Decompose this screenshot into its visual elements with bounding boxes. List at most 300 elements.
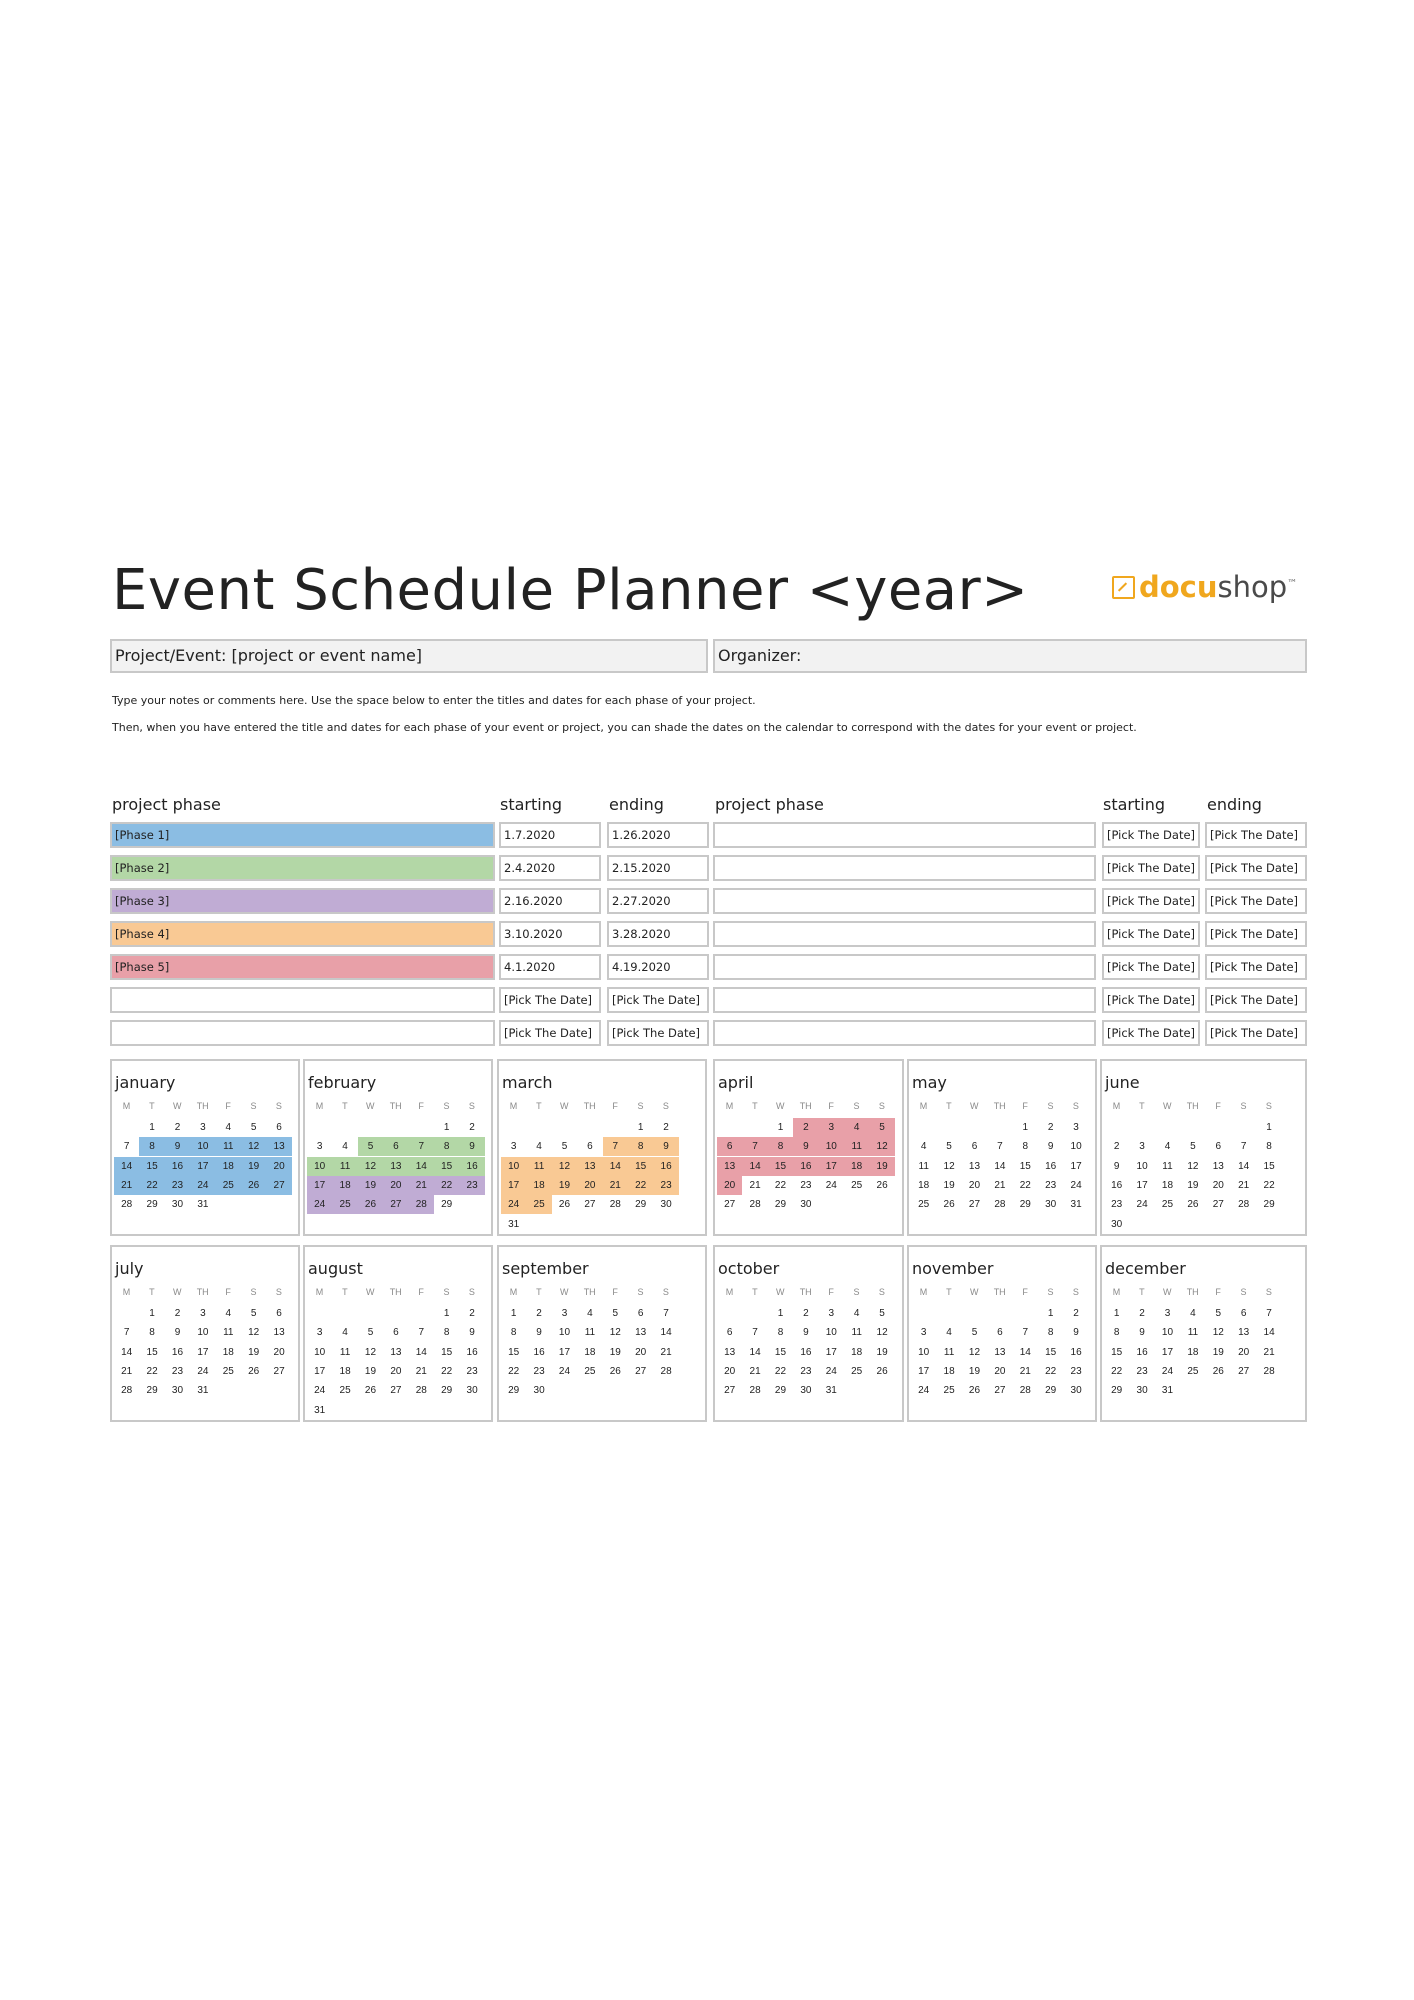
end-date-input[interactable]: [Pick The Date] [1205,1020,1307,1046]
calendar-day[interactable]: 26 [364,1385,377,1397]
calendar-day[interactable]: 10 [825,1327,837,1339]
calendar-day[interactable]: 21 [1019,1365,1031,1377]
calendar-day[interactable]: 18 [584,1346,596,1358]
calendar-day[interactable]: 15 [774,1346,787,1358]
calendar-day[interactable]: 13 [390,1346,402,1358]
calendar-day[interactable]: 6 [726,1327,733,1339]
calendar-day[interactable]: 10 [1070,1141,1082,1153]
calendar-day[interactable]: 17 [314,1365,326,1377]
calendar-day[interactable]: 15 [768,1157,793,1176]
calendar-day[interactable]: 8 [443,1327,450,1339]
start-date-input[interactable]: [Pick The Date] [499,1020,601,1046]
calendar-day[interactable]: 23 [171,1365,184,1377]
calendar-day[interactable]: 25 [851,1179,863,1191]
calendar-day[interactable]: 2 [174,1122,181,1133]
calendar-day[interactable]: 19 [241,1157,266,1176]
calendar-day[interactable]: 9 [1047,1141,1054,1153]
calendar-day[interactable]: 20 [1212,1179,1224,1191]
calendar-day[interactable]: 28 [121,1199,133,1211]
calendar-day[interactable]: 6 [1215,1141,1222,1153]
calendar-day[interactable]: 25 [526,1195,551,1214]
calendar-day[interactable]: 22 [508,1365,520,1377]
calendar-day[interactable]: 20 [383,1176,408,1195]
phase-name-input[interactable]: [Phase 5] [110,954,495,980]
calendar-day[interactable]: 1 [443,1308,450,1319]
calendar-day[interactable]: 15 [628,1157,653,1176]
calendar-day[interactable]: 27 [968,1199,981,1211]
calendar-day[interactable]: 6 [637,1308,644,1319]
calendar-day[interactable]: 27 [383,1195,408,1214]
calendar-day[interactable]: 30 [1136,1385,1148,1397]
calendar-day[interactable]: 11 [584,1327,596,1339]
calendar-day[interactable]: 28 [121,1385,133,1397]
calendar-day[interactable]: 12 [364,1346,377,1358]
calendar-day[interactable]: 12 [241,1137,266,1156]
calendar-day[interactable]: 5 [358,1137,383,1156]
calendar-day[interactable]: 14 [660,1327,672,1339]
calendar-day[interactable]: 10 [918,1346,930,1358]
calendar-day[interactable]: 4 [342,1141,348,1153]
calendar-day[interactable]: 22 [434,1176,459,1195]
start-date-input[interactable]: 3.10.2020 [499,921,601,947]
calendar-day[interactable]: 27 [635,1365,647,1377]
calendar-day[interactable]: 21 [749,1365,761,1377]
calendar-day[interactable]: 9 [536,1327,542,1339]
calendar-day[interactable]: 1 [149,1122,155,1133]
calendar-day[interactable]: 1 [443,1122,450,1133]
calendar-day[interactable]: 9 [1073,1327,1079,1339]
calendar-day[interactable]: 8 [1047,1327,1054,1339]
phase-name-input[interactable] [713,1020,1096,1046]
calendar-day[interactable]: 24 [190,1176,215,1195]
calendar-day[interactable]: 13 [1212,1160,1224,1172]
calendar-day[interactable]: 20 [717,1176,742,1195]
calendar-day[interactable]: 12 [876,1327,888,1339]
calendar-day[interactable]: 16 [1070,1346,1082,1358]
calendar-day[interactable]: 17 [819,1157,844,1176]
calendar-day[interactable]: 20 [390,1365,402,1377]
calendar-day[interactable]: 22 [139,1176,164,1195]
calendar-day[interactable]: 6 [717,1137,742,1156]
calendar-day[interactable]: 26 [241,1176,266,1195]
calendar-day[interactable]: 2 [469,1308,475,1319]
calendar-day[interactable]: 19 [943,1179,955,1191]
calendar-day[interactable]: 25 [1161,1199,1174,1211]
calendar-day[interactable]: 23 [459,1176,484,1195]
calendar-day[interactable]: 19 [552,1176,577,1195]
calendar-day[interactable]: 27 [266,1176,291,1195]
calendar-day[interactable]: 17 [307,1176,332,1195]
calendar-day[interactable]: 17 [1136,1179,1148,1191]
calendar-day[interactable]: 22 [774,1365,787,1377]
end-date-input[interactable]: [Pick The Date] [1205,822,1307,848]
calendar-day[interactable]: 21 [415,1365,427,1377]
calendar-day[interactable]: 6 [587,1141,593,1153]
calendar-day[interactable]: 25 [216,1176,241,1195]
calendar-day[interactable]: 16 [1136,1346,1148,1358]
calendar-day[interactable]: 22 [1111,1365,1123,1377]
calendar-day[interactable]: 27 [724,1199,736,1211]
start-date-input[interactable]: 2.16.2020 [499,888,601,914]
phase-name-input[interactable] [110,987,495,1013]
calendar-day[interactable]: 15 [1045,1346,1057,1358]
project-event-field[interactable]: Project/Event: [project or event name] [110,639,708,673]
end-date-input[interactable]: [Pick The Date] [1205,855,1307,881]
end-date-input[interactable]: 1.26.2020 [607,822,709,848]
calendar-day[interactable]: 19 [1187,1179,1199,1191]
calendar-day[interactable]: 16 [1045,1160,1057,1172]
calendar-day[interactable]: 23 [1136,1365,1148,1377]
organizer-field[interactable]: Organizer: [713,639,1307,673]
calendar-day[interactable]: 31 [314,1404,326,1416]
calendar-day[interactable]: 14 [1019,1346,1031,1358]
calendar-day[interactable]: 5 [367,1327,374,1339]
calendar-day[interactable]: 17 [1161,1346,1174,1358]
calendar-day[interactable]: 10 [197,1327,209,1339]
calendar-day[interactable]: 3 [316,1141,323,1153]
end-date-input[interactable]: [Pick The Date] [1205,921,1307,947]
calendar-day[interactable]: 7 [742,1137,767,1156]
phase-name-input[interactable] [713,954,1096,980]
calendar-day[interactable]: 11 [223,1327,234,1339]
start-date-input[interactable]: [Pick The Date] [499,987,601,1013]
calendar-day[interactable]: 26 [1212,1365,1224,1377]
calendar-day[interactable]: 25 [943,1385,955,1397]
calendar-day[interactable]: 28 [660,1365,672,1377]
calendar-day[interactable]: 3 [561,1308,568,1319]
calendar-day[interactable]: 21 [660,1346,672,1358]
calendar-day[interactable]: 26 [558,1199,571,1211]
calendar-day[interactable]: 3 [200,1122,206,1133]
calendar-day[interactable]: 12 [869,1137,894,1156]
start-date-input[interactable]: [Pick The Date] [1102,954,1200,980]
calendar-day[interactable]: 24 [918,1385,930,1397]
end-date-input[interactable]: 2.15.2020 [607,855,709,881]
calendar-day[interactable]: 25 [851,1365,863,1377]
calendar-day[interactable]: 4 [844,1118,869,1137]
start-date-input[interactable]: [Pick The Date] [1102,987,1200,1013]
calendar-day[interactable]: 2 [536,1308,542,1319]
calendar-day[interactable]: 27 [724,1385,736,1397]
calendar-day[interactable]: 2 [1073,1308,1079,1319]
calendar-day[interactable]: 15 [146,1346,158,1358]
calendar-day[interactable]: 14 [749,1346,761,1358]
calendar-day[interactable]: 26 [609,1365,621,1377]
calendar-day[interactable]: 3 [819,1118,844,1137]
calendar-day[interactable]: 19 [1212,1346,1224,1358]
calendar-day[interactable]: 8 [1113,1327,1120,1339]
calendar-day[interactable]: 2 [1047,1122,1054,1133]
calendar-day[interactable]: 7 [752,1327,758,1339]
calendar-day[interactable]: 29 [146,1199,158,1211]
calendar-day[interactable]: 10 [190,1137,215,1156]
calendar-day[interactable]: 3 [200,1308,206,1319]
calendar-day[interactable]: 10 [314,1346,326,1358]
calendar-day[interactable]: 20 [994,1365,1006,1377]
calendar-day[interactable]: 19 [968,1365,981,1377]
calendar-day[interactable]: 8 [777,1327,784,1339]
calendar-day[interactable]: 13 [968,1160,981,1172]
calendar-day[interactable]: 12 [358,1157,383,1176]
calendar-day[interactable]: 18 [339,1365,351,1377]
calendar-day[interactable]: 23 [1045,1179,1057,1191]
calendar-day[interactable]: 8 [139,1137,164,1156]
calendar-day[interactable]: 31 [197,1385,209,1397]
calendar-day[interactable]: 19 [869,1157,894,1176]
calendar-day[interactable]: 9 [1139,1327,1145,1339]
calendar-day[interactable]: 26 [876,1365,888,1377]
calendar-day[interactable]: 24 [825,1365,837,1377]
calendar-day[interactable]: 5 [869,1118,894,1137]
calendar-day[interactable]: 29 [1019,1199,1031,1211]
calendar-day[interactable]: 7 [409,1137,434,1156]
calendar-day[interactable]: 6 [276,1308,282,1319]
calendar-day[interactable]: 16 [466,1346,478,1358]
calendar-day[interactable]: 3 [510,1141,517,1153]
calendar-day[interactable]: 29 [1111,1385,1123,1397]
calendar-day[interactable]: 24 [1070,1179,1082,1191]
calendar-day[interactable]: 24 [825,1179,837,1191]
calendar-day[interactable]: 18 [844,1157,869,1176]
calendar-day[interactable]: 13 [994,1346,1006,1358]
calendar-day[interactable]: 14 [114,1157,139,1176]
calendar-day[interactable]: 14 [409,1157,434,1176]
calendar-day[interactable]: 14 [415,1346,427,1358]
calendar-day[interactable]: 29 [774,1199,787,1211]
calendar-day[interactable]: 7 [997,1141,1003,1153]
calendar-day[interactable]: 23 [533,1365,545,1377]
calendar-day[interactable]: 21 [994,1179,1006,1191]
calendar-day[interactable]: 5 [612,1308,619,1319]
calendar-day[interactable]: 14 [1238,1160,1250,1172]
calendar-day[interactable]: 18 [851,1346,863,1358]
calendar-day[interactable]: 5 [250,1122,257,1133]
phase-name-input[interactable] [713,888,1096,914]
calendar-day[interactable]: 29 [1263,1199,1275,1211]
calendar-day[interactable]: 24 [558,1365,571,1377]
calendar-day[interactable]: 2 [803,1308,809,1319]
calendar-day[interactable]: 4 [342,1327,348,1339]
calendar-day[interactable]: 24 [501,1195,526,1214]
calendar-day[interactable]: 16 [653,1157,678,1176]
calendar-day[interactable]: 11 [943,1346,955,1358]
calendar-day[interactable]: 20 [635,1346,647,1358]
calendar-day[interactable]: 11 [526,1157,551,1176]
calendar-day[interactable]: 19 [248,1346,260,1358]
calendar-day[interactable]: 18 [943,1365,955,1377]
calendar-day[interactable]: 10 [1161,1327,1174,1339]
calendar-day[interactable]: 3 [828,1308,835,1319]
calendar-day[interactable]: 13 [383,1157,408,1176]
calendar-day[interactable]: 9 [653,1137,678,1156]
calendar-day[interactable]: 26 [358,1195,383,1214]
calendar-day[interactable]: 13 [266,1137,291,1156]
calendar-day[interactable]: 3 [1139,1141,1145,1153]
calendar-day[interactable]: 27 [994,1385,1006,1397]
calendar-day[interactable]: 30 [1045,1199,1057,1211]
calendar-day[interactable]: 20 [1238,1346,1250,1358]
calendar-day[interactable]: 18 [1187,1346,1199,1358]
calendar-day[interactable]: 19 [358,1176,383,1195]
calendar-day[interactable]: 20 [968,1179,981,1191]
phase-name-input[interactable] [713,987,1096,1013]
calendar-day[interactable]: 30 [466,1385,478,1397]
calendar-day[interactable]: 12 [609,1327,621,1339]
calendar-day[interactable]: 6 [393,1327,399,1339]
calendar-day[interactable]: 11 [1162,1160,1173,1172]
calendar-day[interactable]: 24 [197,1365,209,1377]
calendar-day[interactable]: 25 [584,1365,596,1377]
calendar-day[interactable]: 23 [1070,1365,1082,1377]
calendar-day[interactable]: 4 [1164,1141,1171,1153]
calendar-day[interactable]: 17 [918,1365,930,1377]
calendar-day[interactable]: 6 [276,1122,282,1133]
calendar-day[interactable]: 13 [577,1157,602,1176]
calendar-day[interactable]: 16 [793,1157,818,1176]
phase-name-input[interactable]: [Phase 4] [110,921,495,947]
calendar-day[interactable]: 7 [418,1327,425,1339]
calendar-day[interactable]: 7 [1022,1327,1029,1339]
start-date-input[interactable]: [Pick The Date] [1102,1020,1200,1046]
calendar-day[interactable]: 9 [803,1327,809,1339]
calendar-day[interactable]: 21 [1238,1179,1250,1191]
calendar-day[interactable]: 10 [819,1137,844,1156]
calendar-day[interactable]: 6 [971,1141,978,1153]
phase-name-input[interactable] [713,921,1096,947]
calendar-day[interactable]: 18 [918,1179,930,1191]
calendar-day[interactable]: 6 [997,1327,1003,1339]
calendar-day[interactable]: 29 [508,1385,520,1397]
calendar-day[interactable]: 23 [466,1365,478,1377]
calendar-day[interactable]: 23 [1111,1199,1123,1211]
calendar-day[interactable]: 2 [1113,1141,1120,1153]
calendar-day[interactable]: 24 [307,1195,332,1214]
calendar-day[interactable]: 31 [197,1199,209,1211]
calendar-day[interactable]: 5 [946,1141,952,1153]
calendar-day[interactable]: 16 [1111,1179,1123,1191]
calendar-day[interactable]: 14 [603,1157,628,1176]
calendar-day[interactable]: 31 [1070,1199,1082,1211]
calendar-day[interactable]: 22 [146,1365,158,1377]
calendar-day[interactable]: 9 [174,1327,181,1339]
calendar-day[interactable]: 11 [1187,1327,1199,1339]
calendar-day[interactable]: 22 [441,1365,453,1377]
calendar-day[interactable]: 2 [1139,1308,1145,1319]
calendar-day[interactable]: 9 [793,1137,818,1156]
calendar-day[interactable]: 17 [190,1157,215,1176]
calendar-day[interactable]: 12 [552,1157,577,1176]
calendar-day[interactable]: 8 [1266,1141,1272,1153]
calendar-day[interactable]: 17 [501,1176,526,1195]
calendar-day[interactable]: 22 [1045,1365,1057,1377]
calendar-day[interactable]: 16 [800,1346,812,1358]
calendar-day[interactable]: 25 [918,1199,930,1211]
end-date-input[interactable]: [Pick The Date] [1205,888,1307,914]
calendar-day[interactable]: 1 [1266,1122,1272,1133]
calendar-day[interactable]: 16 [165,1157,190,1176]
calendar-day[interactable]: 16 [171,1346,184,1358]
calendar-day[interactable]: 8 [1022,1141,1029,1153]
calendar-day[interactable]: 4 [946,1327,952,1339]
calendar-day[interactable]: 31 [1161,1385,1174,1397]
calendar-day[interactable]: 30 [800,1199,812,1211]
calendar-day[interactable]: 27 [1238,1365,1250,1377]
calendar-day[interactable]: 25 [339,1385,351,1397]
calendar-day[interactable]: 7 [123,1141,130,1153]
calendar-day[interactable]: 8 [628,1137,653,1156]
calendar-day[interactable]: 2 [174,1308,181,1319]
calendar-day[interactable]: 12 [968,1346,981,1358]
calendar-day[interactable]: 22 [774,1179,787,1191]
calendar-day[interactable]: 29 [441,1385,453,1397]
calendar-day[interactable]: 22 [1019,1179,1031,1191]
calendar-day[interactable]: 5 [1215,1308,1222,1319]
calendar-day[interactable]: 28 [1238,1199,1250,1211]
calendar-day[interactable]: 10 [307,1157,332,1176]
calendar-day[interactable]: 18 [222,1346,234,1358]
calendar-day[interactable]: 29 [774,1385,787,1397]
calendar-day[interactable]: 19 [609,1346,621,1358]
calendar-day[interactable]: 22 [1263,1179,1275,1191]
calendar-day[interactable]: 13 [635,1327,647,1339]
calendar-day[interactable]: 29 [635,1199,647,1211]
calendar-day[interactable]: 5 [561,1141,568,1153]
calendar-day[interactable]: 14 [742,1157,767,1176]
calendar-day[interactable]: 27 [584,1199,596,1211]
calendar-day[interactable]: 18 [332,1176,357,1195]
start-date-input[interactable]: [Pick The Date] [1102,855,1200,881]
calendar-day[interactable]: 8 [149,1327,155,1339]
calendar-day[interactable]: 15 [441,1346,453,1358]
calendar-day[interactable]: 11 [332,1157,357,1176]
start-date-input[interactable]: [Pick The Date] [1102,921,1200,947]
calendar-day[interactable]: 23 [800,1179,812,1191]
calendar-day[interactable]: 10 [501,1157,526,1176]
calendar-day[interactable]: 28 [749,1199,761,1211]
calendar-day[interactable]: 24 [1136,1199,1148,1211]
calendar-day[interactable]: 4 [225,1308,232,1319]
calendar-day[interactable]: 8 [434,1137,459,1156]
calendar-day[interactable]: 7 [1266,1308,1272,1319]
calendar-day[interactable]: 1 [1047,1308,1054,1319]
calendar-day[interactable]: 13 [717,1157,742,1176]
calendar-day[interactable]: 19 [876,1346,888,1358]
calendar-day[interactable]: 18 [526,1176,551,1195]
calendar-day[interactable]: 20 [577,1176,602,1195]
calendar-day[interactable]: 26 [248,1365,260,1377]
calendar-day[interactable]: 11 [851,1327,862,1339]
calendar-day[interactable]: 21 [114,1176,139,1195]
calendar-day[interactable]: 29 [146,1385,158,1397]
calendar-day[interactable]: 28 [1263,1365,1275,1377]
calendar-day[interactable]: 15 [139,1157,164,1176]
calendar-day[interactable]: 15 [1111,1346,1123,1358]
calendar-day[interactable]: 12 [1212,1327,1224,1339]
calendar-day[interactable]: 4 [920,1141,927,1153]
calendar-day[interactable]: 3 [316,1327,323,1339]
calendar-day[interactable]: 3 [1073,1122,1079,1133]
calendar-day[interactable]: 20 [266,1157,291,1176]
calendar-day[interactable]: 7 [663,1308,669,1319]
calendar-day[interactable]: 4 [853,1308,860,1319]
calendar-day[interactable]: 7 [123,1327,130,1339]
calendar-day[interactable]: 13 [1238,1327,1250,1339]
calendar-day[interactable]: 6 [383,1137,408,1156]
calendar-day[interactable]: 25 [1187,1365,1199,1377]
calendar-day[interactable]: 7 [603,1137,628,1156]
calendar-day[interactable]: 10 [558,1327,571,1339]
calendar-day[interactable]: 26 [1187,1199,1199,1211]
